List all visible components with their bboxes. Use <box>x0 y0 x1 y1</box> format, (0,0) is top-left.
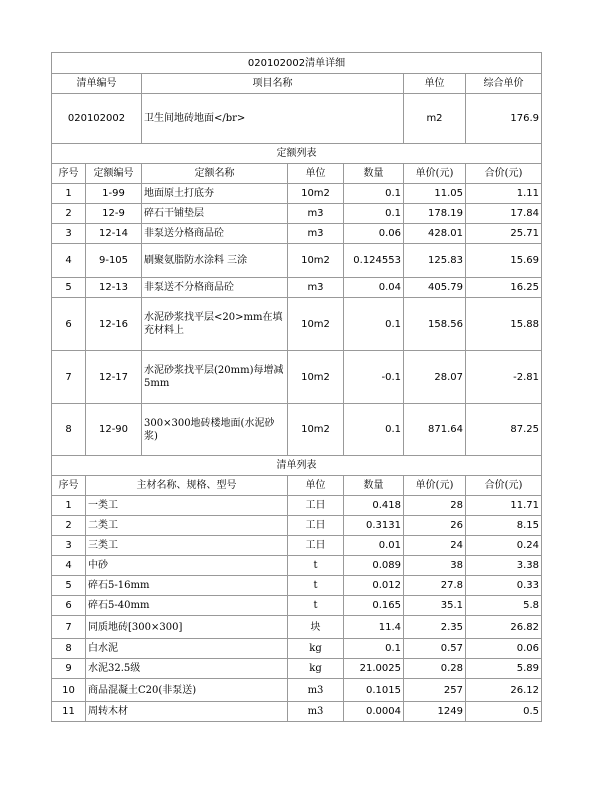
material-qty: 0.3131 <box>344 516 404 536</box>
material-no: 7 <box>52 616 86 639</box>
material-unit: t <box>288 576 344 596</box>
quota-row <box>52 224 542 244</box>
quota-row <box>52 278 542 298</box>
material-price: 26 <box>404 516 466 536</box>
quota-code: 12-14 <box>86 224 142 244</box>
materials-col-header: 单位 <box>288 476 344 496</box>
quota-price: 178.19 <box>404 204 466 224</box>
material-total: 11.71 <box>466 496 542 516</box>
quota-total: -2.81 <box>466 351 542 404</box>
material-name: 水泥32.5级 <box>86 659 288 679</box>
quota-col-header: 数量 <box>344 164 404 184</box>
quota-total: 1.11 <box>466 184 542 204</box>
material-row <box>52 639 542 659</box>
material-name: 同质地砖[300×300] <box>86 616 288 639</box>
material-no: 5 <box>52 576 86 596</box>
quota-total: 15.88 <box>466 298 542 351</box>
material-unit: 工日 <box>288 496 344 516</box>
quota-col-header: 合价(元) <box>466 164 542 184</box>
material-row <box>52 702 542 722</box>
quota-qty: 0.1 <box>344 204 404 224</box>
material-qty: 0.0004 <box>344 702 404 722</box>
quota-name: 地面原土打底夯 <box>142 184 288 204</box>
quota-col-header: 定额编号 <box>86 164 142 184</box>
quota-no: 7 <box>52 351 86 404</box>
material-total: 3.38 <box>466 556 542 576</box>
quota-name: 水泥砂浆找平层<20>mm在填充材料上 <box>142 298 288 351</box>
materials-header-row <box>52 476 542 496</box>
material-name: 二类工 <box>86 516 288 536</box>
material-name: 碎石5-40mm <box>86 596 288 616</box>
materials-col-header: 合价(元) <box>466 476 542 496</box>
bill-detail-table <box>51 52 542 722</box>
quota-unit: 10m2 <box>288 404 344 456</box>
material-price: 28 <box>404 496 466 516</box>
material-name: 一类工 <box>86 496 288 516</box>
quota-code: 1-99 <box>86 184 142 204</box>
material-price: 38 <box>404 556 466 576</box>
material-unit: kg <box>288 659 344 679</box>
quota-name: 非泵送分格商品砼 <box>142 224 288 244</box>
material-price: 257 <box>404 679 466 702</box>
quota-unit: 10m2 <box>288 298 344 351</box>
quota-row <box>52 404 542 456</box>
quota-col-header: 单价(元) <box>404 164 466 184</box>
quota-section-title: 定额列表 <box>52 144 542 164</box>
quota-qty: 0.1 <box>344 298 404 351</box>
material-total: 8.15 <box>466 516 542 536</box>
header-name-label: 项目名称 <box>142 74 404 94</box>
material-no: 10 <box>52 679 86 702</box>
header-price-label: 综合单价 <box>466 74 542 94</box>
material-row <box>52 576 542 596</box>
quota-total: 16.25 <box>466 278 542 298</box>
material-unit: t <box>288 596 344 616</box>
material-name: 中砂 <box>86 556 288 576</box>
quota-total: 87.25 <box>466 404 542 456</box>
material-row <box>52 616 542 639</box>
quota-no: 2 <box>52 204 86 224</box>
item-price: 176.9 <box>466 94 542 144</box>
quota-no: 5 <box>52 278 86 298</box>
material-total: 26.82 <box>466 616 542 639</box>
material-no: 6 <box>52 596 86 616</box>
quota-code: 9-105 <box>86 244 142 278</box>
material-name: 商品混凝土C20(非泵送) <box>86 679 288 702</box>
material-price: 24 <box>404 536 466 556</box>
quota-unit: m3 <box>288 278 344 298</box>
quota-name: 水泥砂浆找平层(20mm)每增减5mm <box>142 351 288 404</box>
quota-col-header: 单位 <box>288 164 344 184</box>
quota-no: 3 <box>52 224 86 244</box>
material-no: 9 <box>52 659 86 679</box>
quota-qty: 0.1 <box>344 184 404 204</box>
quota-total: 17.84 <box>466 204 542 224</box>
material-unit: 工日 <box>288 516 344 536</box>
quota-qty: 0.124553 <box>344 244 404 278</box>
material-unit: 工日 <box>288 536 344 556</box>
material-price: 35.1 <box>404 596 466 616</box>
quota-price: 125.83 <box>404 244 466 278</box>
material-price: 2.35 <box>404 616 466 639</box>
quota-row <box>52 244 542 278</box>
quota-unit: 10m2 <box>288 244 344 278</box>
materials-col-header: 单价(元) <box>404 476 466 496</box>
quota-no: 1 <box>52 184 86 204</box>
materials-col-header: 序号 <box>52 476 86 496</box>
quota-price: 11.05 <box>404 184 466 204</box>
quota-code: 12-90 <box>86 404 142 456</box>
quota-name: 刷聚氨脂防水涂料 三涂 <box>142 244 288 278</box>
quota-name: 非泵送不分格商品砼 <box>142 278 288 298</box>
material-qty: 0.01 <box>344 536 404 556</box>
quota-code: 12-17 <box>86 351 142 404</box>
quota-header-row <box>52 164 542 184</box>
material-row <box>52 556 542 576</box>
material-name: 三类工 <box>86 536 288 556</box>
material-unit: m3 <box>288 702 344 722</box>
quota-price: 28.07 <box>404 351 466 404</box>
quota-price: 158.56 <box>404 298 466 351</box>
quota-code: 12-16 <box>86 298 142 351</box>
materials-col-header: 数量 <box>344 476 404 496</box>
material-price: 27.8 <box>404 576 466 596</box>
quota-qty: -0.1 <box>344 351 404 404</box>
material-total: 26.12 <box>466 679 542 702</box>
material-total: 0.33 <box>466 576 542 596</box>
quota-no: 4 <box>52 244 86 278</box>
quota-unit: 10m2 <box>288 351 344 404</box>
quota-code: 12-9 <box>86 204 142 224</box>
quota-qty: 0.06 <box>344 224 404 244</box>
quota-price: 428.01 <box>404 224 466 244</box>
header-code-label: 清单编号 <box>52 74 142 94</box>
quota-no: 8 <box>52 404 86 456</box>
material-total: 0.5 <box>466 702 542 722</box>
item-name: 卫生间地砖地面</br> <box>142 94 404 144</box>
material-row <box>52 516 542 536</box>
material-qty: 0.089 <box>344 556 404 576</box>
quota-row <box>52 351 542 404</box>
header-unit-label: 单位 <box>404 74 466 94</box>
material-unit: 块 <box>288 616 344 639</box>
quota-total: 25.71 <box>466 224 542 244</box>
quota-no: 6 <box>52 298 86 351</box>
material-row <box>52 536 542 556</box>
quota-unit: m3 <box>288 204 344 224</box>
material-no: 4 <box>52 556 86 576</box>
quota-qty: 0.04 <box>344 278 404 298</box>
quota-col-header: 定额名称 <box>142 164 288 184</box>
material-total: 0.06 <box>466 639 542 659</box>
material-price: 1249 <box>404 702 466 722</box>
material-qty: 0.1 <box>344 639 404 659</box>
material-qty: 0.165 <box>344 596 404 616</box>
quota-row <box>52 298 542 351</box>
quota-unit: m3 <box>288 224 344 244</box>
material-total: 5.8 <box>466 596 542 616</box>
material-name: 白水泥 <box>86 639 288 659</box>
material-total: 5.89 <box>466 659 542 679</box>
material-unit: t <box>288 556 344 576</box>
material-qty: 21.0025 <box>344 659 404 679</box>
material-name: 周转木材 <box>86 702 288 722</box>
material-qty: 0.1015 <box>344 679 404 702</box>
material-row <box>52 679 542 702</box>
quota-price: 871.64 <box>404 404 466 456</box>
materials-col-header: 主材名称、规格、型号 <box>86 476 288 496</box>
material-name: 碎石5-16mm <box>86 576 288 596</box>
material-price: 0.28 <box>404 659 466 679</box>
material-total: 0.24 <box>466 536 542 556</box>
material-no: 3 <box>52 536 86 556</box>
quota-unit: 10m2 <box>288 184 344 204</box>
item-unit: m2 <box>404 94 466 144</box>
material-qty: 0.418 <box>344 496 404 516</box>
quota-name: 300×300地砖楼地面(水泥砂浆) <box>142 404 288 456</box>
material-no: 2 <box>52 516 86 536</box>
material-no: 11 <box>52 702 86 722</box>
material-price: 0.57 <box>404 639 466 659</box>
material-row <box>52 496 542 516</box>
quota-total: 15.69 <box>466 244 542 278</box>
materials-section-title: 清单列表 <box>52 456 542 476</box>
quota-col-header: 序号 <box>52 164 86 184</box>
material-no: 1 <box>52 496 86 516</box>
material-no: 8 <box>52 639 86 659</box>
material-qty: 11.4 <box>344 616 404 639</box>
quota-row <box>52 204 542 224</box>
quota-row <box>52 184 542 204</box>
table-title: 020102002清单详细 <box>52 53 542 74</box>
quota-price: 405.79 <box>404 278 466 298</box>
material-qty: 0.012 <box>344 576 404 596</box>
material-row <box>52 596 542 616</box>
material-row <box>52 659 542 679</box>
material-unit: m3 <box>288 679 344 702</box>
item-code: 020102002 <box>52 94 142 144</box>
quota-qty: 0.1 <box>344 404 404 456</box>
quota-name: 碎石干铺垫层 <box>142 204 288 224</box>
quota-code: 12-13 <box>86 278 142 298</box>
material-unit: kg <box>288 639 344 659</box>
